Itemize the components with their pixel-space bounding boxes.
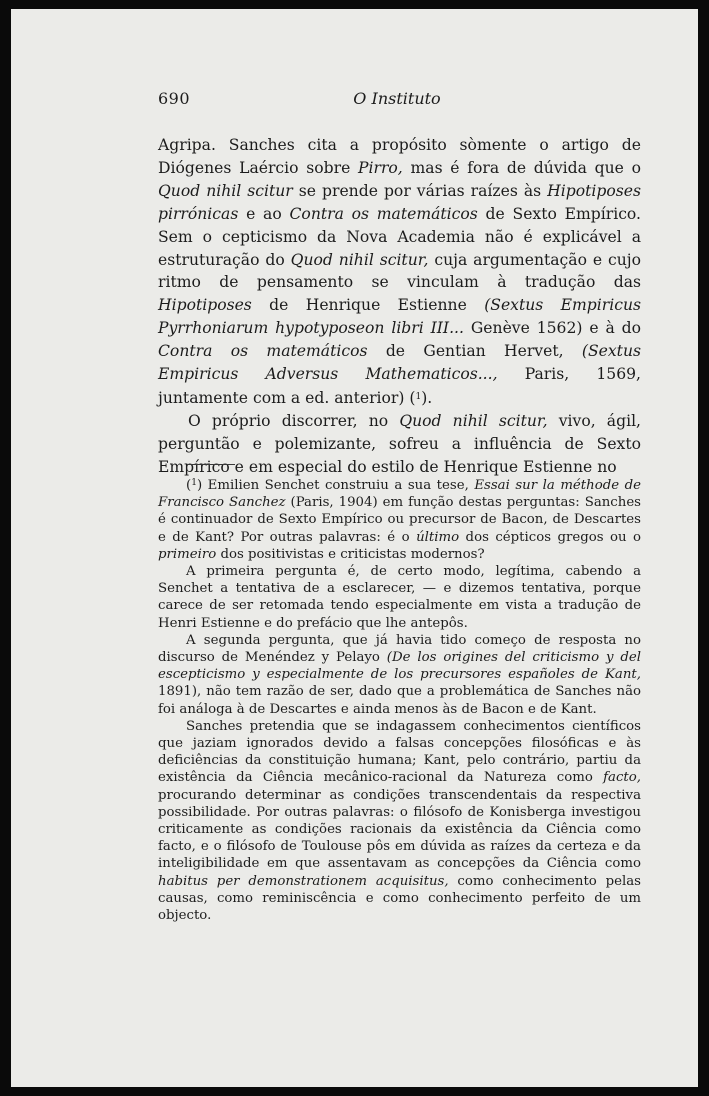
text-run: dos positivistas e criticistas modernos?	[216, 546, 485, 562]
text-run: de Gentian Hervet,	[367, 342, 582, 361]
italic-text: facto,	[603, 770, 641, 786]
italic-text: Essai sur la méthode de Francisco Sanchez	[158, 478, 641, 511]
footnote-ref: 1	[191, 478, 197, 488]
text-run: vivo, ágil, perguntão e polemizante, sofreu a influência de Sexto Empírico e em especial do estilo de Henrique Estienne no	[158, 411, 642, 476]
footnote-1	[158, 475, 641, 563]
paragraph-1	[158, 134, 641, 410]
italic-text: Contra os matemáticos	[289, 204, 478, 223]
page-number: 690	[158, 89, 191, 108]
italic-text: (Sextus Empiricus Adversus Mathematicos...,	[158, 342, 641, 384]
footnote-paragraph-3	[158, 632, 641, 718]
italic-text: Pirro,	[358, 158, 403, 177]
text-run: O próprio discorrer, no	[188, 411, 400, 430]
text-run: (Paris, 1904) em função destas perguntas: Sanches é continuador de Sexto Empírico ou precursor de Bacon, de Descartes e de Kant? Por outras palavras: é o	[158, 495, 642, 545]
text-run: como conhecimento pelas causas, como reminiscência e como conhecimento perfeito de um objecto.	[158, 873, 641, 924]
text-run: A segunda pergunta, que já havia tido começo de resposta no discurso de Menéndez y Pelayo	[158, 632, 641, 666]
text-run: de Sexto Empírico. Sem o cepticismo da Nova Academia não é explicável a estruturação do	[158, 204, 641, 269]
text-run: de Henrique Estienne	[251, 296, 485, 315]
italic-text: Quod nihil scitur	[158, 181, 293, 200]
italic-text: primeiro	[158, 546, 217, 562]
italic-text: Contra os matemáticos	[158, 342, 368, 361]
footnote-paragraph-4	[158, 718, 641, 924]
text-run: e ao	[238, 204, 290, 223]
text-run: Agripa. Sanches cita a propósito sòmente o artigo de Diógenes Laércio sobre	[158, 136, 641, 177]
text-run: Genève 1562) e à do	[463, 319, 642, 338]
text-run: procurando determinar as condições transcendentais da respectiva possibilidade. Por outras palavras: o filósofo de Konisberga investigou criticamente as condições racionais da existência da Ciência como facto, e o filósofo de Toulouse pôs em dúvida as raízes da certeza e da inteligibilidade em que assentavam as concepções da Ciência como	[158, 787, 641, 872]
text-run: se prende por várias raízes às	[292, 181, 548, 200]
footnote-separator	[187, 464, 235, 465]
italic-text: Quod nihil scitur,	[399, 411, 548, 430]
text-run: 1891), não tem razão de ser, dado que a problemática de Sanches não foi análoga à de Descartes e ainda menos às de Bacon e de Kant.	[158, 684, 641, 717]
italic-text: último	[416, 529, 460, 545]
text-run: Sanches pretendia que se indagassem conhecimentos científicos que jaziam ignorados devido a falsas concepções filosóficas e às deficiências da constituição humana; Kant, pelo contrário, partiu da existência da Ciência mecânico-racional da Natureza como	[158, 718, 641, 786]
footnotes	[158, 475, 641, 924]
italic-text: (De los origines del criticismo y del escepticismo y especialmente de los precursores españoles de Kant,	[158, 650, 641, 683]
text-run: Paris, 1569, juntamente com a ed. anterior) (	[158, 365, 641, 407]
italic-text: Hipotiposes	[158, 296, 252, 315]
text-run: cuja argumentação e cujo ritmo de pensamento se vinculam à tradução das	[158, 250, 641, 292]
text-run: A primeira pergunta é, de certo modo, legítima, cabendo a Senchet a tentativa de a esclarecer, — e dizemos tentativa, porque carece de ser retomada tendo especialmente em vista a tradução de Henri Estienne e do prefácio que lhe antepôs.	[158, 564, 641, 631]
paragraph-2	[158, 410, 641, 479]
running-title: O Instituto	[353, 89, 441, 108]
italic-text: habitus per demonstrationem acquisitus,	[158, 873, 449, 889]
text-run: (	[186, 478, 192, 493]
text-run: dos cépticos gregos ou o	[459, 529, 642, 545]
main-text	[158, 134, 641, 479]
book-page	[11, 9, 698, 1087]
page-header	[158, 89, 638, 111]
text-run: mas é fora de dúvida que o	[402, 158, 641, 177]
italic-text: Hipotiposes pirrónicas	[158, 181, 641, 223]
footnote-ref: 1	[415, 391, 422, 402]
footnote-paragraph-2	[158, 563, 641, 632]
text-run: ) Emilien Senchet construiu a sua tese,	[196, 478, 475, 493]
text-run: ).	[421, 388, 433, 407]
italic-text: (Sextus Empiricus Pyrrhoniarum hypotyposeon libri III...	[158, 296, 641, 338]
italic-text: Quod nihil scitur,	[290, 250, 429, 269]
